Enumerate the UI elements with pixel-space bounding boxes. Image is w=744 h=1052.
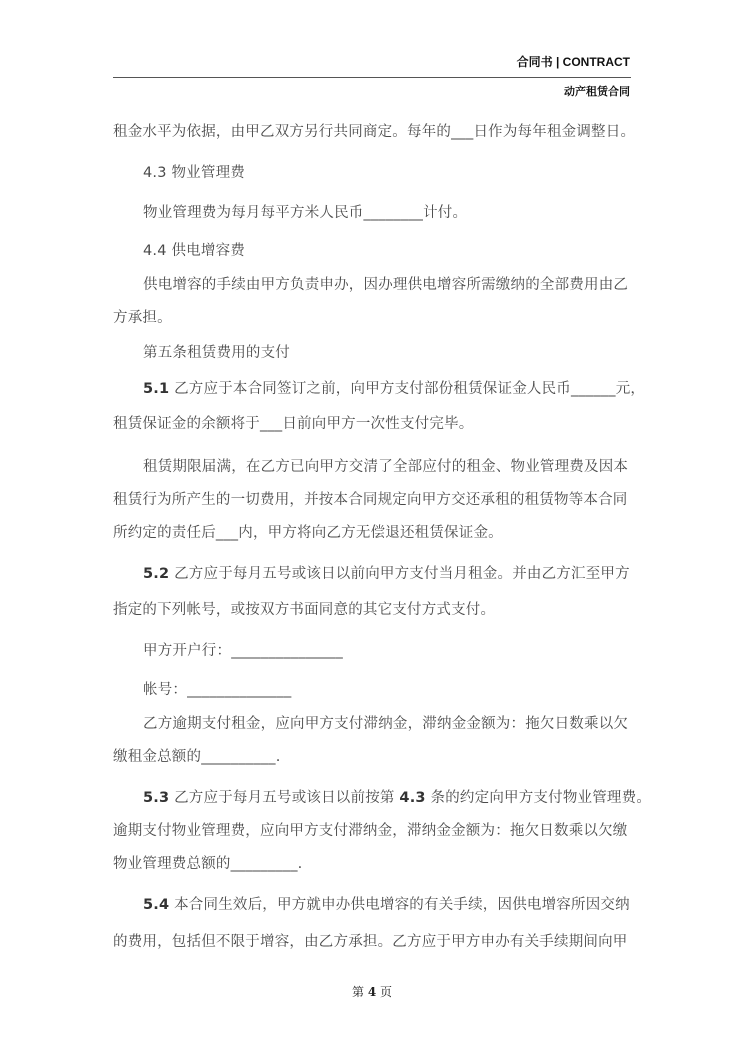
clause-number: 5.2: [143, 566, 170, 582]
bank-field: 甲方开户行：_______________: [143, 643, 343, 659]
clause-reference: 4.3: [399, 790, 426, 806]
clause-text: 乙方应于每月五号或该日以前按第: [169, 790, 400, 806]
page-label-prefix: 第: [351, 985, 364, 999]
body-line: [143, 377, 673, 398]
account-field: 帐号：______________: [143, 682, 292, 698]
clause-text: 条的约定向甲方支付物业管理费。: [425, 790, 652, 806]
page-label-suffix: 页: [380, 985, 393, 999]
section-heading: 4.4 供电增容费: [143, 243, 245, 259]
body-line: 物业管理费为每月每平方米人民币________计付。: [143, 205, 468, 221]
page-footer: [0, 983, 744, 1000]
clause-text: 乙方应于每月五号或该日以前向甲方支付当月租金。并由乙方汇至甲方: [169, 566, 630, 582]
body-line: [143, 786, 673, 807]
body-line: 租赁行为所产生的一切费用，并按本合同规定向甲方交还承租的租赁物等本合同: [113, 492, 628, 508]
header-subtitle: 动产租赁合同: [564, 86, 630, 98]
body-line: 的费用，包括但不限于增容，由乙方承担。乙方应于甲方申办有关手续期间向甲: [113, 934, 628, 950]
body-line: 缴租金总额的__________.: [113, 749, 281, 765]
body-line: [143, 562, 673, 583]
body-line: 租赁保证金的余额将于___日前向甲方一次性支付完毕。: [113, 416, 474, 432]
article-heading: 第五条租赁费用的支付: [143, 345, 290, 361]
clause-number: 5.1: [143, 381, 170, 397]
body-line: [143, 893, 673, 914]
section-heading: 4.3 物业管理费: [143, 165, 245, 181]
body-line: 逾期支付物业管理费，应向甲方支付滞纳金，滞纳金金额为：拖欠日数乘以欠缴: [113, 823, 628, 839]
clause-number: 5.3: [143, 790, 170, 806]
body-line: 指定的下列帐号，或按双方书面同意的其它支付方式支付。: [113, 602, 496, 618]
body-line: 供电增容的手续由甲方负责申办，因办理供电增容所需缴纳的全部费用由乙: [143, 277, 629, 293]
body-line: 方承担。: [113, 310, 172, 326]
body-line: 乙方逾期支付租金，应向甲方支付滞纳金，滞纳金金额为：拖欠日数乘以欠: [143, 716, 629, 732]
clause-text: 本合同生效后，甲方就申办供电增容的有关手续，因供电增容所因交纳: [169, 897, 630, 913]
header-title: 合同书 | CONTRACT: [516, 55, 630, 69]
body-line: 租赁期限届满，在乙方已向甲方交清了全部应付的租金、物业管理费及因本: [143, 459, 629, 475]
body-line: 租金水平为依据，由甲乙双方另行共同商定。每年的___日作为每年租金调整日。: [113, 124, 636, 140]
page-number: 4: [367, 985, 377, 999]
clause-number: 5.4: [143, 897, 170, 913]
header-divider: [113, 77, 631, 78]
body-line: 所约定的责任后___内，甲方将向乙方无偿退还租赁保证金。: [113, 525, 503, 541]
clause-text: 乙方应于本合同签订之前，向甲方支付部份租赁保证金人民币______元，: [169, 381, 646, 397]
body-line: 物业管理费总额的_________.: [113, 856, 303, 872]
